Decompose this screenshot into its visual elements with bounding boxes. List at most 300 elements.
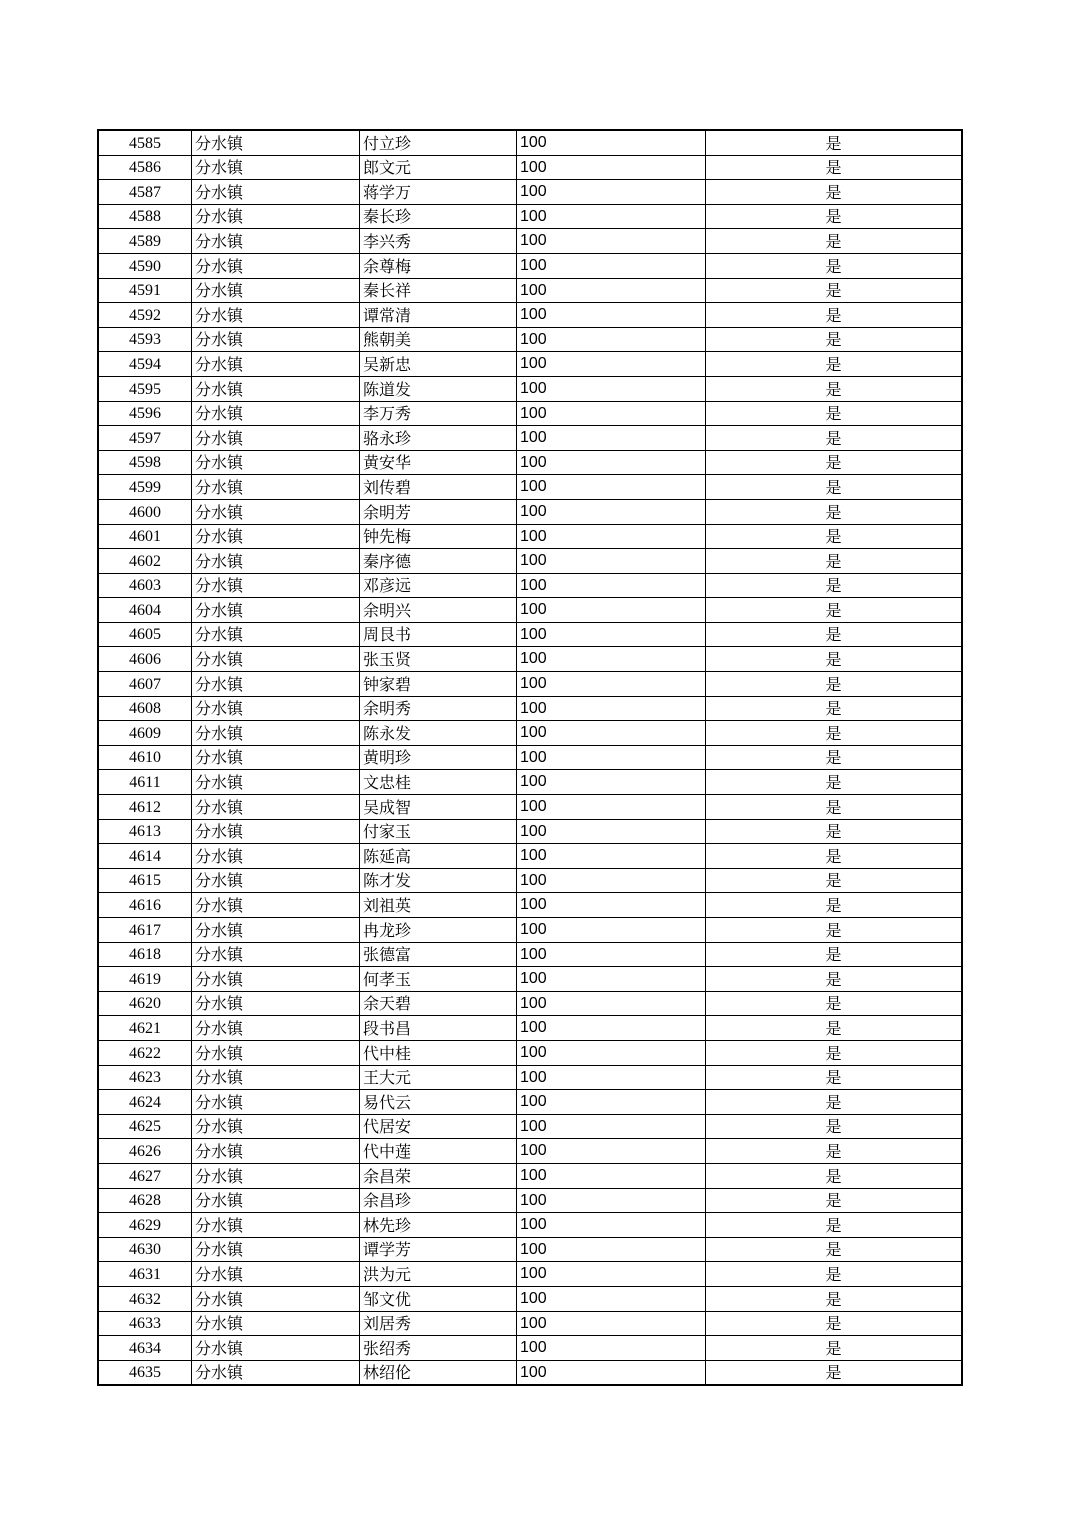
person-name-cell: 何孝玉: [360, 967, 517, 992]
town-cell: 分水镇: [192, 1237, 360, 1262]
person-name-cell: 易代云: [360, 1090, 517, 1115]
row-number-cell: 4634: [98, 1336, 192, 1361]
status-flag-cell: 是: [706, 155, 963, 180]
table-row: [98, 401, 962, 426]
status-flag-cell: 是: [706, 1065, 963, 1090]
town-cell: 分水镇: [192, 1016, 360, 1041]
person-name-cell: 刘祖英: [360, 893, 517, 918]
status-flag-cell: 是: [706, 647, 963, 672]
town-cell: 分水镇: [192, 426, 360, 451]
status-flag-cell: 是: [706, 278, 963, 303]
person-name-cell: 谭常清: [360, 303, 517, 328]
row-number-cell: 4596: [98, 401, 192, 426]
row-number-cell: 4587: [98, 180, 192, 205]
amount-cell: 100: [517, 426, 706, 451]
amount-cell: 100: [517, 893, 706, 918]
amount-cell: 100: [517, 401, 706, 426]
amount-cell: 100: [517, 672, 706, 697]
table-row: [98, 1213, 962, 1238]
amount-cell: 100: [517, 549, 706, 574]
row-number-cell: 4626: [98, 1139, 192, 1164]
person-name-cell: 代中莲: [360, 1139, 517, 1164]
table-row: [98, 204, 962, 229]
town-cell: 分水镇: [192, 1040, 360, 1065]
table-row: [98, 1016, 962, 1041]
person-name-cell: 林绍伦: [360, 1360, 517, 1385]
table-row: [98, 1040, 962, 1065]
town-cell: 分水镇: [192, 844, 360, 869]
person-name-cell: 黄明珍: [360, 745, 517, 770]
status-flag-cell: 是: [706, 1016, 963, 1041]
status-flag-cell: 是: [706, 1188, 963, 1213]
amount-cell: 100: [517, 450, 706, 475]
person-name-cell: 付立珍: [360, 130, 517, 155]
town-cell: 分水镇: [192, 278, 360, 303]
row-number-cell: 4609: [98, 721, 192, 746]
row-number-cell: 4599: [98, 475, 192, 500]
person-name-cell: 谭学芳: [360, 1237, 517, 1262]
status-flag-cell: 是: [706, 696, 963, 721]
person-name-cell: 邹文优: [360, 1286, 517, 1311]
status-flag-cell: 是: [706, 967, 963, 992]
row-number-cell: 4630: [98, 1237, 192, 1262]
amount-cell: 100: [517, 819, 706, 844]
amount-cell: 100: [517, 1336, 706, 1361]
table-row: [98, 155, 962, 180]
amount-cell: 100: [517, 745, 706, 770]
row-number-cell: 4621: [98, 1016, 192, 1041]
town-cell: 分水镇: [192, 1188, 360, 1213]
row-number-cell: 4594: [98, 352, 192, 377]
row-number-cell: 4588: [98, 204, 192, 229]
town-cell: 分水镇: [192, 450, 360, 475]
status-flag-cell: 是: [706, 1262, 963, 1287]
person-name-cell: 余明兴: [360, 598, 517, 623]
amount-cell: 100: [517, 942, 706, 967]
status-flag-cell: 是: [706, 1213, 963, 1238]
table-row: [98, 918, 962, 943]
person-name-cell: 余明芳: [360, 499, 517, 524]
row-number-cell: 4601: [98, 524, 192, 549]
person-name-cell: 张玉贤: [360, 647, 517, 672]
amount-cell: 100: [517, 573, 706, 598]
amount-cell: 100: [517, 524, 706, 549]
town-cell: 分水镇: [192, 672, 360, 697]
row-number-cell: 4604: [98, 598, 192, 623]
town-cell: 分水镇: [192, 967, 360, 992]
amount-cell: 100: [517, 253, 706, 278]
row-number-cell: 4602: [98, 549, 192, 574]
table-row: [98, 573, 962, 598]
status-flag-cell: 是: [706, 450, 963, 475]
status-flag-cell: 是: [706, 253, 963, 278]
town-cell: 分水镇: [192, 1163, 360, 1188]
status-flag-cell: 是: [706, 991, 963, 1016]
row-number-cell: 4632: [98, 1286, 192, 1311]
table-row: [98, 942, 962, 967]
amount-cell: 100: [517, 475, 706, 500]
row-number-cell: 4612: [98, 795, 192, 820]
table-row: [98, 253, 962, 278]
row-number-cell: 4631: [98, 1262, 192, 1287]
status-flag-cell: 是: [706, 130, 963, 155]
table-row: [98, 770, 962, 795]
status-flag-cell: 是: [706, 180, 963, 205]
table-row: [98, 475, 962, 500]
amount-cell: 100: [517, 1114, 706, 1139]
table-row: [98, 721, 962, 746]
status-flag-cell: 是: [706, 1311, 963, 1336]
town-cell: 分水镇: [192, 991, 360, 1016]
town-cell: 分水镇: [192, 130, 360, 155]
table-row: [98, 672, 962, 697]
status-flag-cell: 是: [706, 1286, 963, 1311]
table-row: [98, 745, 962, 770]
status-flag-cell: 是: [706, 327, 963, 352]
person-name-cell: 熊朝美: [360, 327, 517, 352]
row-number-cell: 4620: [98, 991, 192, 1016]
status-flag-cell: 是: [706, 1237, 963, 1262]
town-cell: 分水镇: [192, 696, 360, 721]
amount-cell: 100: [517, 130, 706, 155]
person-name-cell: 秦长祥: [360, 278, 517, 303]
status-flag-cell: 是: [706, 573, 963, 598]
town-cell: 分水镇: [192, 1262, 360, 1287]
table-row: [98, 819, 962, 844]
amount-cell: 100: [517, 598, 706, 623]
row-number-cell: 4613: [98, 819, 192, 844]
amount-cell: 100: [517, 1090, 706, 1115]
table-row: [98, 1188, 962, 1213]
row-number-cell: 4611: [98, 770, 192, 795]
table-row: [98, 1163, 962, 1188]
amount-cell: 100: [517, 770, 706, 795]
amount-cell: 100: [517, 352, 706, 377]
person-name-cell: 黄安华: [360, 450, 517, 475]
town-cell: 分水镇: [192, 155, 360, 180]
subsidy-table: [97, 129, 963, 1386]
person-name-cell: 陈延高: [360, 844, 517, 869]
status-flag-cell: 是: [706, 475, 963, 500]
row-number-cell: 4603: [98, 573, 192, 598]
person-name-cell: 吴成智: [360, 795, 517, 820]
table-row: [98, 303, 962, 328]
table-row: [98, 598, 962, 623]
amount-cell: 100: [517, 1262, 706, 1287]
status-flag-cell: 是: [706, 352, 963, 377]
status-flag-cell: 是: [706, 1040, 963, 1065]
person-name-cell: 冉龙珍: [360, 918, 517, 943]
town-cell: 分水镇: [192, 918, 360, 943]
person-name-cell: 蒋学万: [360, 180, 517, 205]
row-number-cell: 4605: [98, 622, 192, 647]
amount-cell: 100: [517, 1040, 706, 1065]
row-number-cell: 4615: [98, 868, 192, 893]
table-row: [98, 622, 962, 647]
amount-cell: 100: [517, 868, 706, 893]
row-number-cell: 4592: [98, 303, 192, 328]
town-cell: 分水镇: [192, 745, 360, 770]
person-name-cell: 秦长珍: [360, 204, 517, 229]
town-cell: 分水镇: [192, 1311, 360, 1336]
town-cell: 分水镇: [192, 819, 360, 844]
town-cell: 分水镇: [192, 229, 360, 254]
person-name-cell: 钟先梅: [360, 524, 517, 549]
row-number-cell: 4625: [98, 1114, 192, 1139]
status-flag-cell: 是: [706, 672, 963, 697]
status-flag-cell: 是: [706, 918, 963, 943]
row-number-cell: 4597: [98, 426, 192, 451]
town-cell: 分水镇: [192, 1139, 360, 1164]
table-row: [98, 278, 962, 303]
town-cell: 分水镇: [192, 303, 360, 328]
table-row: [98, 1311, 962, 1336]
row-number-cell: 4633: [98, 1311, 192, 1336]
amount-cell: 100: [517, 1139, 706, 1164]
amount-cell: 100: [517, 918, 706, 943]
person-name-cell: 余昌珍: [360, 1188, 517, 1213]
town-cell: 分水镇: [192, 524, 360, 549]
status-flag-cell: 是: [706, 721, 963, 746]
status-flag-cell: 是: [706, 426, 963, 451]
town-cell: 分水镇: [192, 622, 360, 647]
person-name-cell: 周艮书: [360, 622, 517, 647]
status-flag-cell: 是: [706, 499, 963, 524]
row-number-cell: 4600: [98, 499, 192, 524]
town-cell: 分水镇: [192, 499, 360, 524]
person-name-cell: 文忠桂: [360, 770, 517, 795]
town-cell: 分水镇: [192, 549, 360, 574]
row-number-cell: 4593: [98, 327, 192, 352]
town-cell: 分水镇: [192, 795, 360, 820]
status-flag-cell: 是: [706, 1090, 963, 1115]
town-cell: 分水镇: [192, 721, 360, 746]
person-name-cell: 秦序德: [360, 549, 517, 574]
row-number-cell: 4617: [98, 918, 192, 943]
person-name-cell: 李兴秀: [360, 229, 517, 254]
row-number-cell: 4619: [98, 967, 192, 992]
town-cell: 分水镇: [192, 327, 360, 352]
town-cell: 分水镇: [192, 893, 360, 918]
status-flag-cell: 是: [706, 401, 963, 426]
table-row: [98, 499, 962, 524]
table-row: [98, 1065, 962, 1090]
row-number-cell: 4598: [98, 450, 192, 475]
row-number-cell: 4622: [98, 1040, 192, 1065]
person-name-cell: 余尊梅: [360, 253, 517, 278]
status-flag-cell: 是: [706, 1336, 963, 1361]
amount-cell: 100: [517, 721, 706, 746]
town-cell: 分水镇: [192, 204, 360, 229]
amount-cell: 100: [517, 991, 706, 1016]
table-row: [98, 426, 962, 451]
table-row: [98, 1139, 962, 1164]
amount-cell: 100: [517, 1360, 706, 1385]
table-row: [98, 1237, 962, 1262]
amount-cell: 100: [517, 499, 706, 524]
status-flag-cell: 是: [706, 819, 963, 844]
table-body: [98, 130, 962, 1385]
amount-cell: 100: [517, 1286, 706, 1311]
table-row: [98, 991, 962, 1016]
table-row: [98, 549, 962, 574]
row-number-cell: 4589: [98, 229, 192, 254]
table-row: [98, 844, 962, 869]
status-flag-cell: 是: [706, 795, 963, 820]
amount-cell: 100: [517, 180, 706, 205]
town-cell: 分水镇: [192, 1213, 360, 1238]
person-name-cell: 代居安: [360, 1114, 517, 1139]
town-cell: 分水镇: [192, 868, 360, 893]
amount-cell: 100: [517, 376, 706, 401]
person-name-cell: 陈永发: [360, 721, 517, 746]
table-row: [98, 893, 962, 918]
amount-cell: 100: [517, 155, 706, 180]
table-row: [98, 1114, 962, 1139]
status-flag-cell: 是: [706, 204, 963, 229]
town-cell: 分水镇: [192, 942, 360, 967]
amount-cell: 100: [517, 278, 706, 303]
table-row: [98, 1090, 962, 1115]
status-flag-cell: 是: [706, 376, 963, 401]
person-name-cell: 郎文元: [360, 155, 517, 180]
person-name-cell: 刘传碧: [360, 475, 517, 500]
table-row: [98, 967, 962, 992]
amount-cell: 100: [517, 647, 706, 672]
row-number-cell: 4610: [98, 745, 192, 770]
row-number-cell: 4595: [98, 376, 192, 401]
person-name-cell: 余昌荣: [360, 1163, 517, 1188]
status-flag-cell: 是: [706, 303, 963, 328]
person-name-cell: 陈道发: [360, 376, 517, 401]
person-name-cell: 王大元: [360, 1065, 517, 1090]
town-cell: 分水镇: [192, 573, 360, 598]
amount-cell: 100: [517, 1237, 706, 1262]
person-name-cell: 骆永珍: [360, 426, 517, 451]
person-name-cell: 张绍秀: [360, 1336, 517, 1361]
amount-cell: 100: [517, 303, 706, 328]
person-name-cell: 张德富: [360, 942, 517, 967]
row-number-cell: 4618: [98, 942, 192, 967]
person-name-cell: 林先珍: [360, 1213, 517, 1238]
table-row: [98, 1262, 962, 1287]
amount-cell: 100: [517, 696, 706, 721]
status-flag-cell: 是: [706, 942, 963, 967]
table-row: [98, 229, 962, 254]
row-number-cell: 4628: [98, 1188, 192, 1213]
amount-cell: 100: [517, 1065, 706, 1090]
town-cell: 分水镇: [192, 376, 360, 401]
table-row: [98, 450, 962, 475]
row-number-cell: 4586: [98, 155, 192, 180]
amount-cell: 100: [517, 1016, 706, 1041]
status-flag-cell: 是: [706, 524, 963, 549]
town-cell: 分水镇: [192, 1090, 360, 1115]
row-number-cell: 4623: [98, 1065, 192, 1090]
table-row: [98, 524, 962, 549]
person-name-cell: 余明秀: [360, 696, 517, 721]
status-flag-cell: 是: [706, 622, 963, 647]
town-cell: 分水镇: [192, 1286, 360, 1311]
status-flag-cell: 是: [706, 598, 963, 623]
person-name-cell: 代中桂: [360, 1040, 517, 1065]
table-row: [98, 376, 962, 401]
town-cell: 分水镇: [192, 1065, 360, 1090]
amount-cell: 100: [517, 622, 706, 647]
status-flag-cell: 是: [706, 893, 963, 918]
table-row: [98, 180, 962, 205]
amount-cell: 100: [517, 844, 706, 869]
row-number-cell: 4590: [98, 253, 192, 278]
amount-cell: 100: [517, 1311, 706, 1336]
town-cell: 分水镇: [192, 253, 360, 278]
table-row: [98, 1336, 962, 1361]
table-row: [98, 868, 962, 893]
row-number-cell: 4627: [98, 1163, 192, 1188]
amount-cell: 100: [517, 795, 706, 820]
amount-cell: 100: [517, 1163, 706, 1188]
person-name-cell: 段书昌: [360, 1016, 517, 1041]
status-flag-cell: 是: [706, 1163, 963, 1188]
table-row: [98, 352, 962, 377]
amount-cell: 100: [517, 967, 706, 992]
person-name-cell: 李万秀: [360, 401, 517, 426]
status-flag-cell: 是: [706, 1114, 963, 1139]
town-cell: 分水镇: [192, 647, 360, 672]
status-flag-cell: 是: [706, 1139, 963, 1164]
row-number-cell: 4608: [98, 696, 192, 721]
town-cell: 分水镇: [192, 401, 360, 426]
status-flag-cell: 是: [706, 770, 963, 795]
table-row: [98, 647, 962, 672]
table-row: [98, 696, 962, 721]
town-cell: 分水镇: [192, 475, 360, 500]
person-name-cell: 刘居秀: [360, 1311, 517, 1336]
row-number-cell: 4629: [98, 1213, 192, 1238]
status-flag-cell: 是: [706, 229, 963, 254]
row-number-cell: 4635: [98, 1360, 192, 1385]
town-cell: 分水镇: [192, 1360, 360, 1385]
table-row: [98, 795, 962, 820]
person-name-cell: 付家玉: [360, 819, 517, 844]
row-number-cell: 4614: [98, 844, 192, 869]
status-flag-cell: 是: [706, 868, 963, 893]
amount-cell: 100: [517, 1213, 706, 1238]
town-cell: 分水镇: [192, 770, 360, 795]
table-row: [98, 130, 962, 155]
person-name-cell: 钟家碧: [360, 672, 517, 697]
status-flag-cell: 是: [706, 745, 963, 770]
person-name-cell: 吴新忠: [360, 352, 517, 377]
town-cell: 分水镇: [192, 180, 360, 205]
person-name-cell: 洪为元: [360, 1262, 517, 1287]
row-number-cell: 4591: [98, 278, 192, 303]
status-flag-cell: 是: [706, 844, 963, 869]
row-number-cell: 4607: [98, 672, 192, 697]
row-number-cell: 4616: [98, 893, 192, 918]
row-number-cell: 4606: [98, 647, 192, 672]
person-name-cell: 陈才发: [360, 868, 517, 893]
amount-cell: 100: [517, 229, 706, 254]
amount-cell: 100: [517, 1188, 706, 1213]
town-cell: 分水镇: [192, 1114, 360, 1139]
town-cell: 分水镇: [192, 1336, 360, 1361]
town-cell: 分水镇: [192, 352, 360, 377]
person-name-cell: 余天碧: [360, 991, 517, 1016]
table-row: [98, 1360, 962, 1385]
amount-cell: 100: [517, 327, 706, 352]
status-flag-cell: 是: [706, 549, 963, 574]
